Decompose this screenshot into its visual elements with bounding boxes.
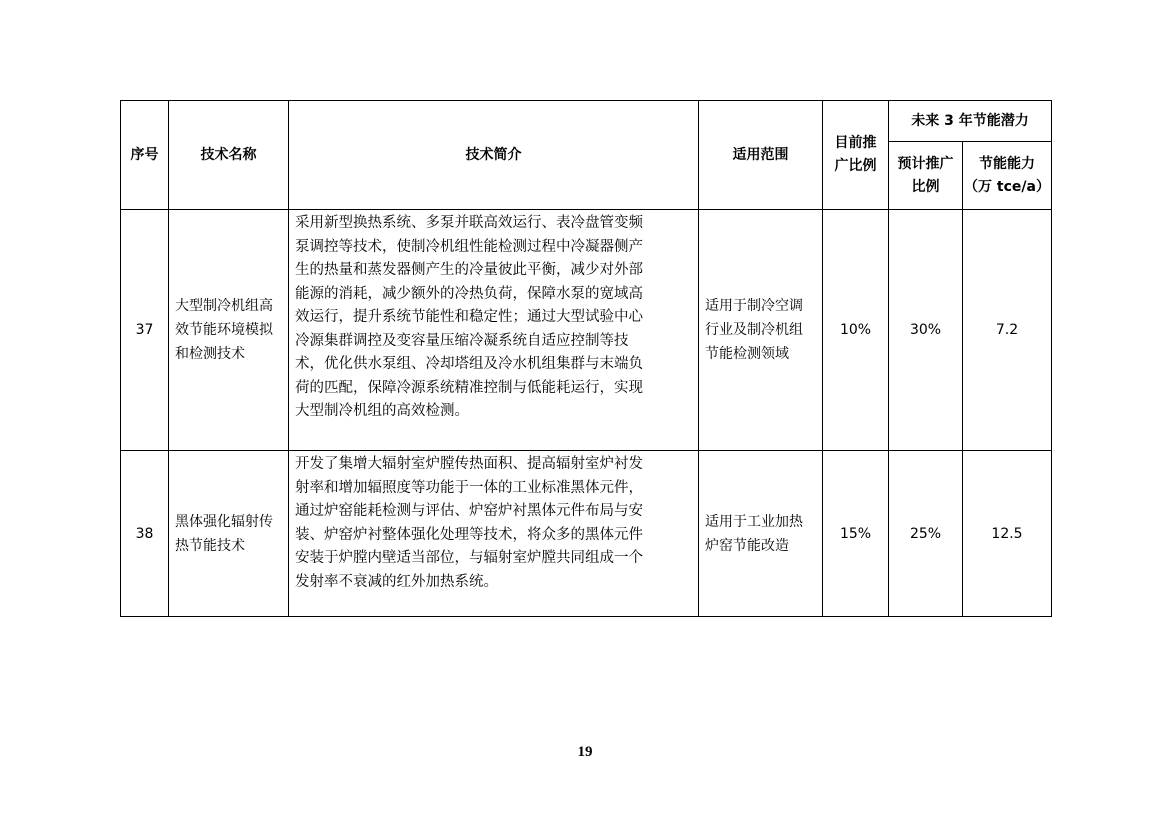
desc-line: 发射率不衰减的红外加热系统。 <box>295 573 498 590</box>
header-name: 技术名称 <box>169 101 289 210</box>
row-desc <box>289 210 699 451</box>
row-name: 黑体强化辐射传热节能技术 <box>169 451 289 617</box>
table-row <box>121 451 1052 617</box>
desc-line: 大型制冷机组的高效检测。 <box>295 403 469 419</box>
desc-line: 荷的匹配，保障冷源系统精准控制与低能耗运行，实现 <box>295 379 643 396</box>
desc-line: 装、炉窑炉衬整体强化处理等技术，将众多的黑体元件 <box>295 526 643 543</box>
header-no: 序号 <box>121 101 169 210</box>
desc-line: 泵调控等技术，使制冷机组性能检测过程中冷凝器侧产 <box>295 238 643 255</box>
table-row <box>121 210 1052 451</box>
row-capacity: 12.5 <box>963 451 1052 617</box>
header-capacity-unit: （万 tce/a） <box>964 178 1050 195</box>
row-expected: 25% <box>889 451 963 617</box>
header-desc: 技术简介 <box>289 101 699 210</box>
desc-line: 射率和增加辐照度等功能于一体的工业标准黑体元件， <box>295 479 643 496</box>
desc-line: 安装于炉膛内壁适当部位，与辐射室炉膛共同组成一个 <box>295 550 643 566</box>
row-scope: 适用于工业加热炉窑节能改造 <box>699 451 823 617</box>
row-capacity: 7.2 <box>963 210 1052 451</box>
technology-table <box>120 100 1052 617</box>
header-capacity-label: 节能能力 <box>979 155 1035 172</box>
desc-line: 术，优化供水泵组、冷却塔组及冷水机组集群与末端负 <box>295 356 643 372</box>
header-expected: 预计推广比例 <box>889 142 963 210</box>
row-current: 10% <box>823 210 889 451</box>
row-current: 15% <box>823 451 889 617</box>
header-capacity <box>963 142 1052 210</box>
desc-line: 开发了集增大辐射室炉膛传热面积、提高辐射室炉衬发 <box>295 456 643 472</box>
desc-line: 效运行，提升系统节能性和稳定性；通过大型试验中心 <box>295 309 643 325</box>
header-scope: 适用范围 <box>699 101 823 210</box>
row-name: 大型制冷机组高效节能环境模拟和检测技术 <box>169 210 289 451</box>
row-desc <box>289 451 699 617</box>
desc-line: 通过炉窑能耗检测与评估、炉窑炉衬黑体元件布局与安 <box>295 503 643 519</box>
header-current: 目前推广比例 <box>823 101 889 210</box>
desc-line: 生的热量和蒸发器侧产生的冷量彼此平衡，减少对外部 <box>295 262 643 278</box>
desc-line: 能源的消耗，减少额外的冷热负荷，保障水泵的宽域高 <box>295 285 643 302</box>
row-no: 37 <box>121 210 169 451</box>
row-no: 38 <box>121 451 169 617</box>
desc-line: 冷源集群调控及变容量压缩冷凝系统自适应控制等技 <box>295 332 629 349</box>
desc-line: 采用新型换热系统、多泵并联高效运行、表冷盘管变频 <box>295 215 643 231</box>
row-scope: 适用于制冷空调行业及制冷机组节能检测领域 <box>699 210 823 451</box>
row-expected: 30% <box>889 210 963 451</box>
header-future: 未来 3 年节能潜力 <box>889 101 1052 142</box>
page-number: 19 <box>577 744 593 760</box>
